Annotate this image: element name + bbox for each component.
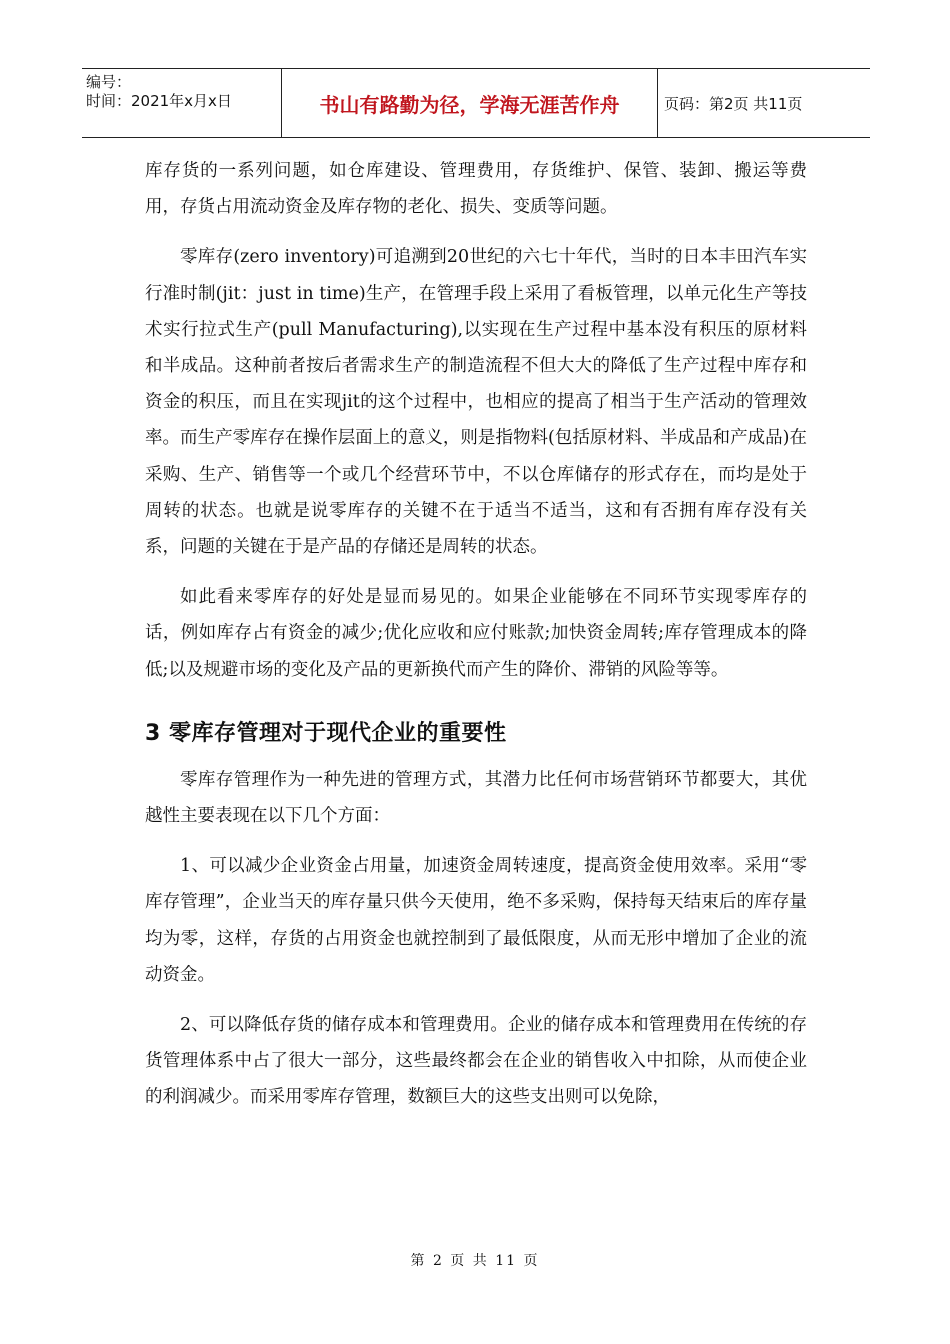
header-page-info: 页码：第2页 共11页 [664,94,803,113]
header-motto: 书山有路勤为径，学海无涯苦作舟 [282,69,658,137]
body-paragraph: 1、可以减少企业资金占用量，加速资金周转速度，提高资金使用效率。采用“零库存管理”，企业当天的库存量只供今天使用，绝不多采购，保持每天结束后的库存量均为零，这样，存货的占用资金也就控制到了最低限度，从而无形中增加了企业的流动资金。 [145,856,807,985]
body-paragraph: 零库存(zero inventory)可追溯到20世纪的六七十年代，当时的日本丰田汽车实行准时制(jit：just in time)生产，在管理手段上采用了看板管理，以单元化生产等技术实行拉式生产(pull Manufacturing),以实现在生产过程中基本没有积压的原材料和半成品。这种前者按后者需求生产的制造流程不但大大的降低了生产过程中库存和资金的积压，而且在实现jit的这个过程中，也相应的提高了相当于生产活动的管理效率。而生产零库存在操作层面上的意义，则是指物料(包括原材料、半成品和产成品)在采购、生产、销售等一个或几个经营环节中，不以仓库储存的形式存在，而均是处于周转的状态。也就是说零库存的关键不在于适当不适当，这和有否拥有库存没有关系，问题的关键在于是产品的存储还是周转的状态。 [145,247,807,558]
section-heading: 3 零库存管理对于现代企业的重要性 [145,720,507,746]
page-header [82,68,870,138]
page-footer: 第 2 页 共 11 页 [410,1253,540,1269]
body-paragraph: 2、可以降低存货的储存成本和管理费用。企业的储存成本和管理费用在传统的存货管理体系中占了很大一部分，这些最终都会在企业的销售收入中扣除，从而使企业的利润减少。而采用零库存管理，数额巨大的这些支出则可以免除， [145,1015,807,1108]
body-paragraph: 库存货的一系列问题，如仓库建设、管理费用，存货维护、保管、装卸、搬运等费用，存货占用流动资金及库存物的老化、损失、变质等问题。 [145,161,807,218]
body-paragraph: 如此看来零库存的好处是显而易见的。如果企业能够在不同环节实现零库存的话，例如库存占有资金的减少;优化应收和应付账款;加快资金周转;库存管理成本的降低;以及规避市场的变化及产品的更新换代而产生的降价、滞销的风险等等。 [145,587,807,680]
document-time-label: 时间：2021年x月x日 [86,92,232,110]
header-meta [82,69,282,137]
document-number-label: 编号： [86,73,132,91]
body-paragraph: 零库存管理作为一种先进的管理方式，其潜力比任何市场营销环节都要大，其优越性主要表现在以下几个方面： [145,769,807,827]
document-body [145,153,807,1116]
